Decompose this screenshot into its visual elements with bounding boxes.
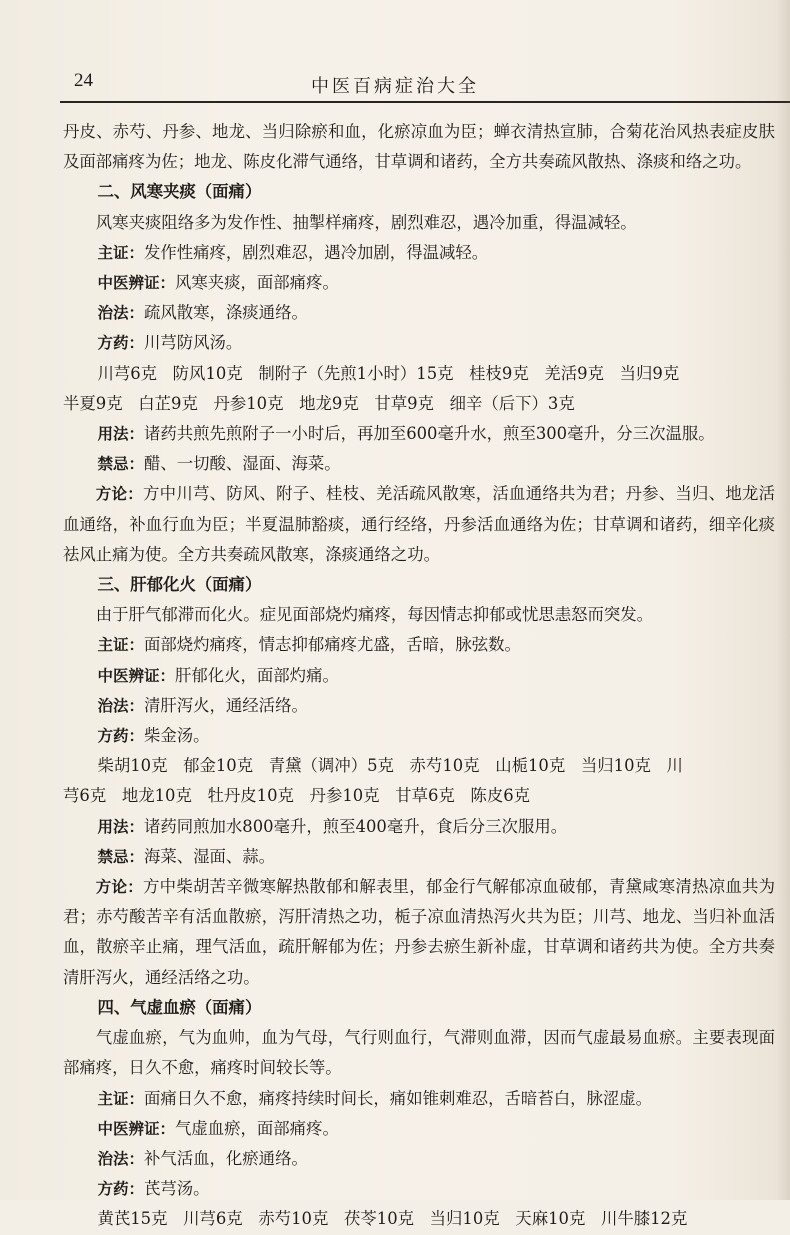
formula-field	[63, 721, 775, 751]
field-value: 发作性痛疼，剧烈难忍，遇冷加剧，得温减轻。	[143, 242, 489, 262]
field-label: 用法：	[97, 425, 144, 444]
prescription-line: 柴胡10克 郁金10克 青黛（调冲）5克 赤芍10克 山栀10克 当归10克 川	[97, 756, 683, 776]
field-value: 川芎防风汤。	[143, 333, 243, 353]
main-symptom-field	[63, 1084, 775, 1114]
field-value: 清肝泻火，通经活络。	[143, 695, 308, 715]
field-value: 方中柴胡苦辛微寒解热散郁和解表里，郁金行气解郁凉血破郁，青黛咸寒清热凉血共为君；赤芍酸苦辛有活血散瘀，泻肝清热之功，栀子凉血清热泻火共为臣；川芎、地龙、当归补血活血，散瘀辛止痛，理气活血，疏肝解郁为佐；丹参去瘀生新补虚，甘草调和诸药共为使。全方共奏清肝泻火，通经活络之功。	[63, 877, 775, 987]
field-label: 禁忌：	[97, 847, 144, 866]
treatment-field	[63, 298, 775, 328]
main-symptom-field	[63, 238, 775, 268]
field-label: 方论：	[95, 485, 144, 504]
field-value: 海菜、湿面、蒜。	[143, 846, 276, 866]
field-label: 方论：	[95, 878, 144, 897]
field-label: 主证：	[97, 243, 144, 262]
treatment-field	[63, 691, 775, 721]
field-label: 治法：	[97, 1149, 144, 1168]
field-value: 诸药共煎先煎附子一小时后，再加至600毫升水，煎至300毫升，分三次温服。	[143, 424, 715, 444]
field-value: 气虚血瘀，面部痛疼。	[174, 1118, 339, 1138]
taboo-field	[63, 842, 775, 872]
section-description: 由于肝气郁滞而化火。症见面部烧灼痛疼，每因情志抑郁或忧思恚怒而突发。	[95, 605, 654, 625]
section-heading: 四、气虚血瘀（面痛）	[97, 997, 262, 1017]
field-value: 疏风散寒，涤痰通络。	[143, 303, 308, 323]
field-label: 方药：	[97, 727, 144, 746]
section-description: 风寒夹痰阻络多为发作性、抽掣样痛疼，剧烈难忍，遇冷加重，得温减轻。	[95, 212, 637, 232]
diagnosis-field	[63, 268, 775, 298]
diagnosis-field	[63, 1114, 775, 1144]
theory-field	[63, 872, 775, 993]
section-description: 气虚血瘀，气为血帅，血为气母，气行则血行，气滞则血滞，因而气虚最易血瘀。主要表现面部痛疼，日久不愈，痛疼时间较长等。	[63, 1028, 775, 1078]
field-label: 方药：	[97, 334, 144, 353]
prescription-line: 黄芪15克 川芎6克 赤芍10克 茯苓10克 当归10克 天麻10克 川牛膝12克	[97, 1209, 688, 1229]
field-label: 禁忌：	[97, 455, 144, 474]
page-edge-shadow	[776, 0, 790, 1200]
field-value: 风寒夹痰，面部痛疼。	[174, 273, 339, 293]
prescription-line: 川芎6克 防风10克 制附子（先煎1小时）15克 桂枝9克 羌活9克 当归9克	[97, 363, 680, 383]
field-label: 治法：	[97, 696, 144, 715]
field-label: 用法：	[97, 817, 144, 836]
usage-field	[63, 419, 775, 449]
field-label: 治法：	[97, 304, 144, 323]
field-value: 方中川芎、防风、附子、桂枝、羌活疏风散寒，活血通络共为君；丹参、当归、地龙活血通络，补血行血为臣；半夏温肺豁痰，通行经络，丹参活血通络为佐；甘草调和诸药，细辛化痰祛风止痛为使。全方共奏疏风散寒，涤痰通络之功。	[63, 484, 775, 564]
header-rule	[60, 101, 790, 103]
formula-field	[63, 328, 775, 358]
field-label: 主证：	[97, 636, 144, 655]
page-body	[63, 117, 775, 1235]
field-label: 中医辨证：	[97, 1119, 175, 1138]
usage-field	[63, 812, 775, 842]
diagnosis-field	[63, 661, 775, 691]
field-value: 肝郁化火，面部灼痛。	[174, 665, 339, 685]
theory-field	[63, 479, 775, 570]
page-number: 24	[74, 70, 93, 91]
field-label: 中医辨证：	[97, 666, 175, 685]
prescription-line: 半夏9克 白芷9克 丹参10克 地龙9克 甘草9克 细辛（后下）3克	[63, 393, 575, 413]
section-heading: 三、肝郁化火（面痛）	[97, 575, 262, 595]
taboo-field	[63, 449, 775, 479]
prescription-line: 芎6克 地龙10克 牡丹皮10克 丹参10克 甘草6克 陈皮6克	[63, 786, 531, 806]
section-heading: 二、风寒夹痰（面痛）	[97, 182, 262, 202]
treatment-field	[63, 1144, 775, 1174]
field-label: 中医辨证：	[97, 274, 175, 293]
field-value: 面部烧灼痛疼，情志抑郁痛疼尤盛，舌暗，脉弦数。	[143, 635, 521, 655]
field-label: 方药：	[97, 1180, 144, 1199]
field-value: 诸药同煎加水800毫升，煎至400毫升，食后分三次服用。	[143, 816, 568, 836]
main-symptom-field	[63, 630, 775, 660]
field-value: 柴金汤。	[143, 726, 210, 746]
field-value: 醋、一切酸、湿面、海菜。	[143, 454, 341, 474]
field-value: 面痛日久不愈，痛疼持续时间长，痛如锥刺难忍，舌暗苔白，脉涩虚。	[143, 1088, 653, 1108]
intro-paragraph: 丹皮、赤芍、丹参、地龙、当归除瘀和血，化瘀凉血为臣；蝉衣清热宣肺，合菊花治风热表症皮肤及面部痛疼为佐；地龙、陈皮化滞气通络，甘草调和诸药，全方共奏疏风散热、涤痰和络之功。	[63, 122, 775, 172]
field-value: 芪芎汤。	[143, 1179, 210, 1199]
running-head-title: 中医百病症治大全	[311, 76, 479, 97]
field-label: 主证：	[97, 1089, 144, 1108]
field-value: 补气活血，化瘀通络。	[143, 1148, 308, 1168]
